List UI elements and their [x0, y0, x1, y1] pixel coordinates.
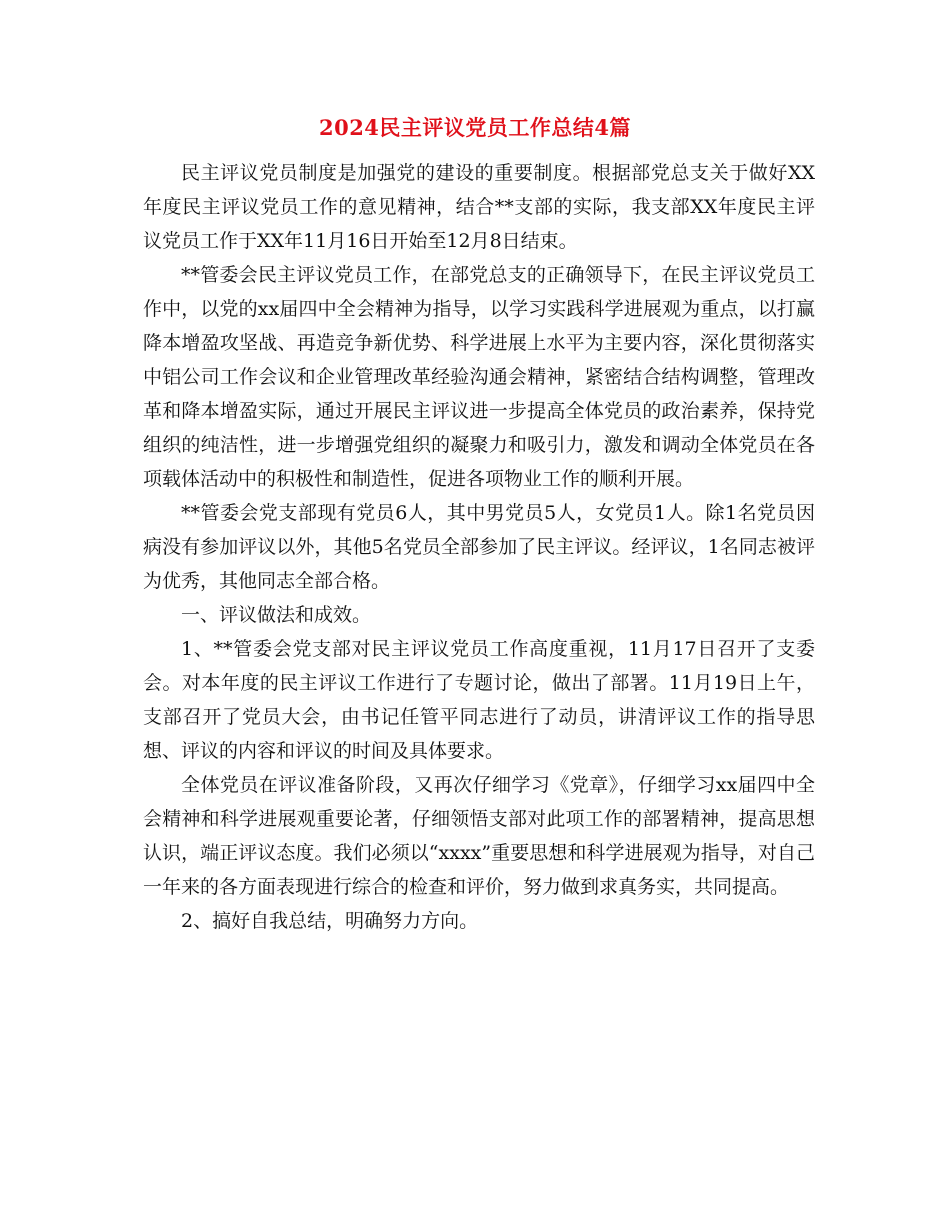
section-heading-1: 一、评议做法和成效。: [181, 604, 372, 626]
paragraph-item-2: 2、搞好自我总结，明确努力方向。: [181, 910, 479, 932]
paragraph-membership: **管委会党支部现有党员6人，其中男党员5人，女党员1人。除1名党员因病没有参加评议以外，其他5名党员全部参加了民主评议。经评议，1名同志被评为优秀，其他同志全部合格。: [143, 502, 815, 592]
paragraph-item-1: 1、**管委会党支部对民主评议党员工作高度重视，11月17日召开了支委会。对本年度的民主评议工作进行了专题讨论，做出了部署。11月19日上午，支部召开了党员大会，由书记任管平同志进行了动员，讲清评议工作的指导思想、评议的内容和评议的时间及具体要求。: [143, 638, 815, 762]
paragraph-study: 全体党员在评议准备阶段，又再次仔细学习《党章》，仔细学习xx届四中全会精神和科学进展观重要论著，仔细领悟支部对此项工作的部署精神，提高思想认识，端正评议态度。我们必须以“xxxx”重要思想和科学进展观为指导，对自己一年来的各方面表现进行综合的检查和评价，努力做到求真务实，共同提高。: [143, 774, 815, 898]
paragraph-intro: 民主评议党员制度是加强党的建设的重要制度。根据部党总支关于做好XX年度民主评议党员工作的意见精神，结合**支部的实际，我支部XX年度民主评议党员工作于XX年11月16日开始至12月8日结束。: [143, 162, 815, 252]
document-title: 2024民主评议党员工作总结4篇: [318, 115, 632, 140]
paragraph-guidance: **管委会民主评议党员工作，在部党总支的正确领导下，在民主评议党员工作中，以党的xx届四中全会精神为指导，以学习实践科学进展观为重点，以打赢降本增盈攻坚战、再造竞争新优势、科学进展上水平为主要内容，深化贯彻落实中铝公司工作会议和企业管理改革经验沟通会精神，紧密结合结构调整，管理改革和降本增盈实际，通过开展民主评议进一步提高全体党员的政治素养，保持党组织的纯洁性，进一步增强党组织的凝聚力和吸引力，激发和调动全体党员在各项载体活动中的积极性和制造性，促进各项物业工作的顺利开展。: [143, 264, 815, 490]
document-body: [143, 156, 815, 938]
